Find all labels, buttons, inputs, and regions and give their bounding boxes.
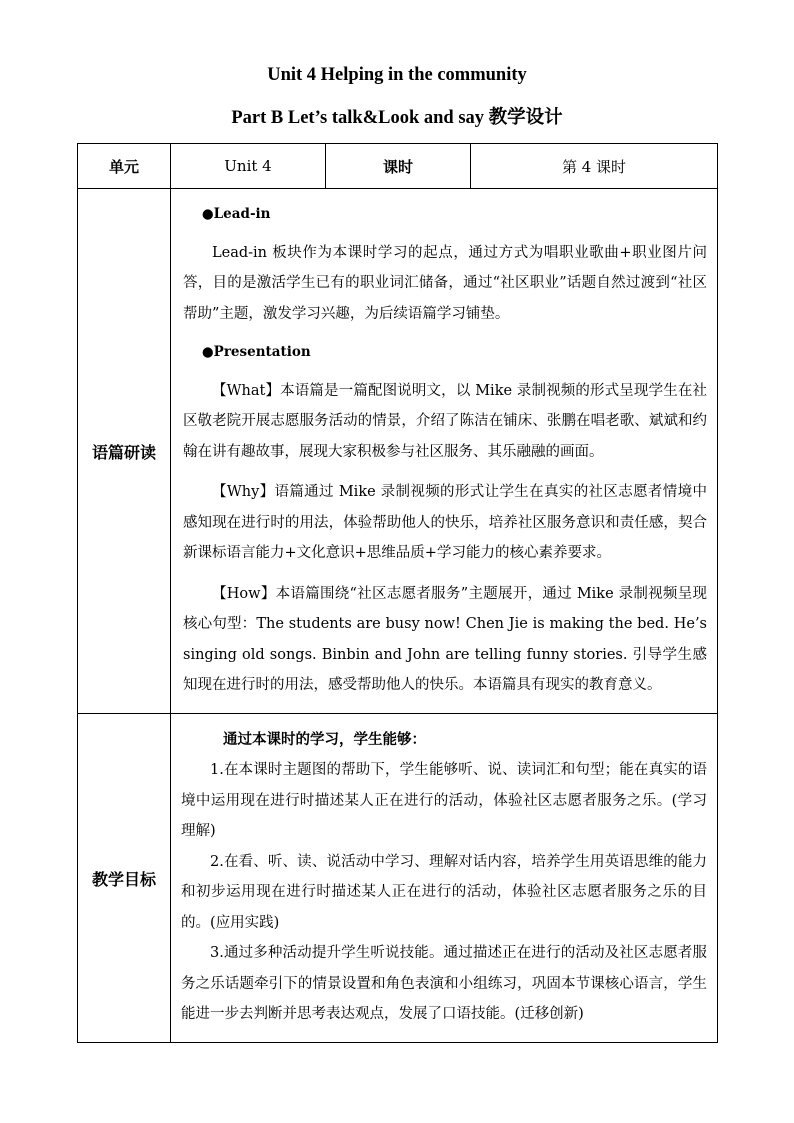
objective-item-2: 2.在看、听、读、说活动中学习、理解对话内容，培养学生用英语思维的能力和初步运用现在进行时描述某人正在进行的活动，体验社区志愿者服务之乐的目的。(应用实践) (181, 853, 707, 931)
leadin-heading: ●Lead-in (201, 206, 271, 223)
document-subtitle: Part B Let’s talk&Look and say 教学设计 (231, 108, 563, 128)
objectives-content (171, 714, 718, 1043)
objective-item-3: 3.通过多种活动提升学生听说技能。通过描述正在进行的活动及社区志愿者服务之乐话题牵引下的情景设置和角色表演和小组练习，巩固本节课核心语言，学生能进一步去判断并思考表达观点，发展了口语技能。(迁移创新) (181, 945, 707, 1022)
table-row-unit-info (78, 144, 718, 189)
document-title: Unit 4 Helping in the community (267, 65, 527, 85)
what-paragraph: 【What】本语篇是一篇配图说明文，以 Mike 录制视频的形式呈现学生在社区敬老院开展志愿服务活动的情景，介绍了陈洁在铺床、张鹏在唱老歌、斌斌和约翰在讲有趣故事，展现大家积极参与社区服务、其乐融融的画面。 (183, 382, 707, 460)
how-paragraph: 【How】本语篇围绕“社区志愿者服务”主题展开，通过 Mike 录制视频呈现核心句型：The students are busy now! Chen Jie is making the bed. He’s singing old songs. Binbin and John are telling funny stories. 引导学生感知现在进行时的用法，感受帮助他人的快乐。本语篇具有现实的教育意义。 (183, 585, 707, 694)
objective-item-1: 1.在本课时主题图的帮助下，学生能够听、说、读词汇和句型；能在真实的语境中运用现在进行时描述某人正在进行的活动，体验社区志愿者服务之乐。(学习理解) (181, 762, 707, 839)
table-row-text-study (78, 189, 718, 714)
objectives-label: 教学目标 (78, 714, 171, 1043)
presentation-heading: ●Presentation (201, 344, 311, 361)
lesson-value: 第 4 课时 (471, 144, 718, 189)
text-study-label: 语篇研读 (78, 189, 171, 714)
table-row-objectives (78, 714, 718, 1043)
text-study-content (171, 189, 718, 714)
leadin-paragraph: Lead-in 板块作为本课时学习的起点，通过方式为唱职业歌曲+职业图片问答，目的是激活学生已有的职业词汇储备，通过“社区职业”话题自然过渡到“社区帮助”主题，激发学习兴趣，为后续语篇学习铺垫。 (183, 244, 707, 322)
unit-label: 单元 (78, 144, 171, 189)
unit-value: Unit 4 (171, 144, 326, 189)
lesson-plan-table (77, 143, 718, 1043)
why-paragraph: 【Why】语篇通过 Mike 录制视频的形式让学生在真实的社区志愿者情境中感知现在进行时的用法，体验帮助他人的快乐，培养社区服务意识和责任感，契合新课标语言能力+文化意识+思维品质+学习能力的核心素养要求。 (183, 484, 707, 562)
lesson-label: 课时 (326, 144, 471, 189)
objectives-intro: 通过本课时的学习，学生能够： (223, 730, 427, 748)
